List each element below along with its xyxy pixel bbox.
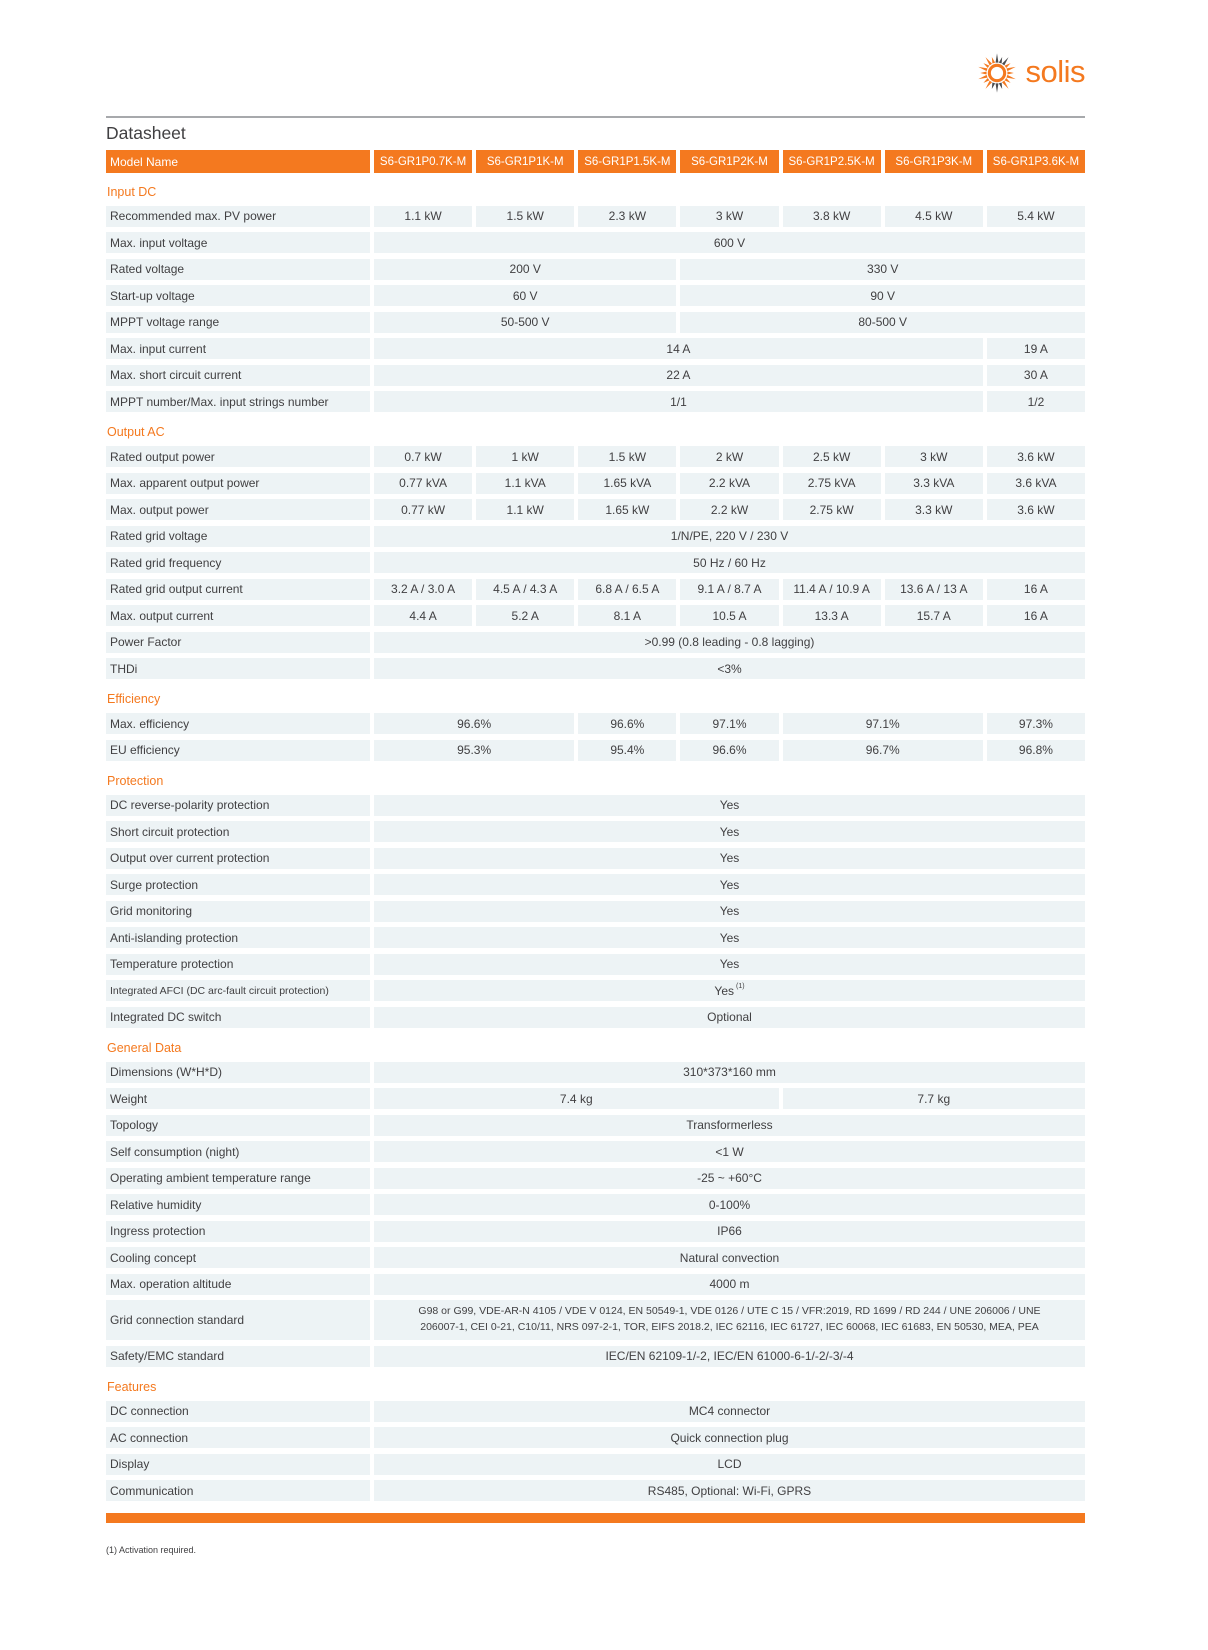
row-value-cell: 0.7 kW [374,446,472,467]
row-label: Rated voltage [106,259,370,280]
row-value-cell: 30 A [987,365,1085,386]
section-title: Efficiency [107,692,161,706]
row-label: Grid connection standard [106,1300,370,1340]
section-title: Protection [107,773,164,788]
table-row [106,232,1085,253]
table-row [106,1427,1085,1448]
solis-logo [974,50,1085,96]
row-value-cell: >0.99 (0.8 leading - 0.8 lagging) [374,632,1085,653]
row-value-cell: 600 V [374,232,1085,253]
row-label: Max. efficiency [106,713,370,734]
table-row [106,338,1085,359]
table-row [106,821,1085,842]
row-value-cell: 7.7 kg [783,1088,1085,1109]
row-label: Rated output power [106,446,370,467]
row-value-cell: 2.75 kVA [783,473,881,494]
row-label: Safety/EMC standard [106,1346,370,1367]
row-value-cell: 5.2 A [476,605,574,626]
row-value-cell: 8.1 A [578,605,676,626]
table-row [106,526,1085,547]
row-label: Anti-islanding protection [106,927,370,948]
table-row [106,552,1085,573]
table-row [106,312,1085,333]
model-name-header: Model Name [106,150,370,173]
row-label: Max. apparent output power [106,473,370,494]
row-label: Surge protection [106,874,370,895]
row-value-cell: 4000 m [374,1274,1085,1295]
row-value-cell: 0.77 kW [374,499,472,520]
model-column-header: S6-GR1P2K-M [680,150,778,173]
row-value-cell: RS485, Optional: Wi-Fi, GPRS [374,1480,1085,1501]
section-title: Output AC [107,425,165,439]
page-header [106,0,1085,96]
row-label: Rated grid frequency [106,552,370,573]
row-value-cell: Yes [374,848,1085,869]
row-label: Start-up voltage [106,285,370,306]
row-value-cell: 6.8 A / 6.5 A [578,579,676,600]
row-label: Display [106,1454,370,1475]
row-value-cell: Yes [374,901,1085,922]
row-value-cell: G98 or G99, VDE-AR-N 4105 / VDE V 0124, EN 50549-1, VDE 0126 / UTE C 15 / VFR:2019, RD 1699 / RD 244 / UNE 206006 / UNE 206007-1, CEI 0-21, C10/11, NRS 097-2-1, TOR, EIFS 2018.2, IEC 62116, IEC 61727, IEC 60068, IEC 61683, EN 50530, MEA, PEA [374,1300,1085,1340]
model-column-header: S6-GR1P1K-M [476,150,574,173]
table-row [106,365,1085,386]
row-value-cell: 9.1 A / 8.7 A [680,579,778,600]
row-value-cell: 10.5 A [680,605,778,626]
row-value-cell: 0.77 kVA [374,473,472,494]
row-label: Ingress protection [106,1221,370,1242]
row-value-cell: 16 A [987,579,1085,600]
row-value-cell: 90 V [680,285,1085,306]
row-value-cell: 1/2 [987,391,1085,412]
table-row [106,980,1085,1001]
row-value-cell: MC4 connector [374,1401,1085,1422]
spec-table [106,150,1085,1501]
model-column-header: S6-GR1P0.7K-M [374,150,472,173]
table-row [106,1062,1085,1083]
table-row [106,1141,1085,1162]
row-label: MPPT voltage range [106,312,370,333]
row-label: THDi [106,658,370,679]
row-label: Max. output current [106,605,370,626]
section-title: Input DC [107,184,157,199]
table-row [106,1401,1085,1422]
row-value-cell: 95.4% [578,740,676,761]
row-value-cell: 1/1 [374,391,983,412]
table-row [106,206,1085,227]
row-value-cell: 1.65 kW [578,499,676,520]
row-label: Rated grid output current [106,579,370,600]
table-row [106,579,1085,600]
row-value-cell: 96.7% [783,740,983,761]
row-value-cell: Yes [374,927,1085,948]
row-value-cell: 1.5 kW [476,206,574,227]
table-row [106,632,1085,653]
row-value-cell: 2 kW [680,446,778,467]
divider-rule [106,116,1085,118]
table-row [106,1168,1085,1189]
row-value-cell: 50-500 V [374,312,676,333]
row-value-cell: 2.75 kW [783,499,881,520]
row-value-cell: Transformerless [374,1115,1085,1136]
row-label: Weight [106,1088,370,1109]
row-value-cell: 3.6 kW [987,446,1085,467]
section-title: Features [107,1379,157,1394]
row-value-cell: 3.2 A / 3.0 A [374,579,472,600]
logo-text: solis [1025,53,1085,89]
table-row [106,1221,1085,1242]
row-value-cell: 4.4 A [374,605,472,626]
row-value-cell: 0-100% [374,1194,1085,1215]
row-value-cell: 3.6 kVA [987,473,1085,494]
row-label: Rated grid voltage [106,526,370,547]
row-value-cell: Quick connection plug [374,1427,1085,1448]
row-value-cell: 1/N/PE, 220 V / 230 V [374,526,1085,547]
row-value-cell: 14 A [374,338,983,359]
row-value-cell: 50 Hz / 60 Hz [374,552,1085,573]
row-value-cell: 2.2 kW [680,499,778,520]
model-column-header: S6-GR1P3.6K-M [987,150,1085,173]
row-value-cell: 4.5 A / 4.3 A [476,579,574,600]
row-value-cell: 1.5 kW [578,446,676,467]
row-value-cell: 80-500 V [680,312,1085,333]
sunburst-icon [974,50,1020,96]
table-header-row [106,150,1085,173]
row-label: Recommended max. PV power [106,206,370,227]
row-value-cell: 1.1 kW [374,206,472,227]
table-row [106,259,1085,280]
row-value-cell: 200 V [374,259,676,280]
table-row [106,1194,1085,1215]
table-row [106,1115,1085,1136]
row-value-cell: Yes [374,795,1085,816]
row-label: Max. input voltage [106,232,370,253]
row-value-cell: 5.4 kW [987,206,1085,227]
table-row [106,1274,1085,1295]
row-label: Self consumption (night) [106,1141,370,1162]
row-value-cell: 1.65 kVA [578,473,676,494]
table-row [106,874,1085,895]
row-value-cell: Natural convection [374,1247,1085,1268]
table-row [106,901,1085,922]
row-label: Output over current protection [106,848,370,869]
row-label: DC reverse-polarity protection [106,795,370,816]
row-label: Temperature protection [106,954,370,975]
table-row [106,954,1085,975]
row-label: AC connection [106,1427,370,1448]
table-row [106,1300,1085,1340]
row-label: Grid monitoring [106,901,370,922]
table-row [106,1088,1085,1109]
row-value-cell: 96.6% [680,740,778,761]
section-title: General Data [107,1040,182,1055]
table-row [106,927,1085,948]
model-column-header: S6-GR1P3K-M [885,150,983,173]
table-row [106,1480,1085,1501]
table-row [106,848,1085,869]
row-value-cell: 60 V [374,285,676,306]
row-value-cell: 13.6 A / 13 A [885,579,983,600]
row-label: Max. output power [106,499,370,520]
row-label: Cooling concept [106,1247,370,1268]
row-label: Operating ambient temperature range [106,1168,370,1189]
table-row [106,391,1085,412]
row-value-cell: 3 kW [680,206,778,227]
row-value-cell: 2.2 kVA [680,473,778,494]
table-row [106,658,1085,679]
table-row [106,713,1085,734]
row-value-cell: 96.6% [578,713,676,734]
row-label: Topology [106,1115,370,1136]
row-value-cell: -25 ~ +60°C [374,1168,1085,1189]
row-value-cell: Yes (1) [374,980,1085,1001]
row-label: Relative humidity [106,1194,370,1215]
row-value-cell: Optional [374,1007,1085,1028]
row-label: Communication [106,1480,370,1501]
row-value-cell: 3.3 kW [885,499,983,520]
table-row [106,1247,1085,1268]
row-value-cell: 4.5 kW [885,206,983,227]
row-value-cell: Yes [374,874,1085,895]
row-value-cell: Yes [374,821,1085,842]
row-label: Power Factor [106,632,370,653]
row-value-cell: 3.6 kW [987,499,1085,520]
row-value-cell: IEC/EN 62109-1/-2, IEC/EN 61000-6-1/-2/-3/-4 [374,1346,1085,1367]
row-value-cell: 1.1 kVA [476,473,574,494]
row-value-cell: 3.3 kVA [885,473,983,494]
row-value-cell: 1.1 kW [476,499,574,520]
table-row [106,605,1085,626]
row-value-cell: 11.4 A / 10.9 A [783,579,881,600]
model-column-header: S6-GR1P2.5K-M [783,150,881,173]
row-value-cell: Yes [374,954,1085,975]
row-value-cell: 330 V [680,259,1085,280]
model-column-header: S6-GR1P1.5K-M [578,150,676,173]
table-body [106,177,1085,1501]
table-row [106,1346,1085,1367]
row-value-cell: <1 W [374,1141,1085,1162]
row-value-cell: 22 A [374,365,983,386]
table-row [106,499,1085,520]
row-value-cell: 95.3% [374,740,574,761]
table-row [106,740,1085,761]
row-value-cell: 2.5 kW [783,446,881,467]
row-label: Dimensions (W*H*D) [106,1062,370,1083]
page-title: Datasheet [106,123,186,143]
row-label: EU efficiency [106,740,370,761]
row-value-cell: 96.8% [987,740,1085,761]
footnote: (1) Activation required. [106,1545,197,1555]
row-label: Max. operation altitude [106,1274,370,1295]
row-value-cell: 19 A [987,338,1085,359]
row-value-cell: 7.4 kg [374,1088,779,1109]
row-value-cell: 97.1% [680,713,778,734]
table-row [106,473,1085,494]
row-value-cell: 310*373*160 mm [374,1062,1085,1083]
row-label: Max. short circuit current [106,365,370,386]
row-value-cell: 16 A [987,605,1085,626]
table-row [106,1007,1085,1028]
row-label: DC connection [106,1401,370,1422]
row-label: Short circuit protection [106,821,370,842]
row-label: Max. input current [106,338,370,359]
row-label: Integrated AFCI (DC arc-fault circuit protection) [106,980,370,1001]
table-row [106,1454,1085,1475]
footer-bar [106,1513,1085,1523]
row-value-cell: 96.6% [374,713,574,734]
table-row [106,285,1085,306]
row-value-cell: 3.8 kW [783,206,881,227]
row-value-cell: <3% [374,658,1085,679]
table-row [106,446,1085,467]
row-value-cell: LCD [374,1454,1085,1475]
row-value-cell: 2.3 kW [578,206,676,227]
row-value-cell: IP66 [374,1221,1085,1242]
row-value-cell: 97.1% [783,713,983,734]
row-label: MPPT number/Max. input strings number [106,391,370,412]
row-label: Integrated DC switch [106,1007,370,1028]
row-value-cell: 1 kW [476,446,574,467]
row-value-cell: 15.7 A [885,605,983,626]
row-value-cell: 3 kW [885,446,983,467]
row-value-cell: 13.3 A [783,605,881,626]
row-value-cell: 97.3% [987,713,1085,734]
table-row [106,795,1085,816]
